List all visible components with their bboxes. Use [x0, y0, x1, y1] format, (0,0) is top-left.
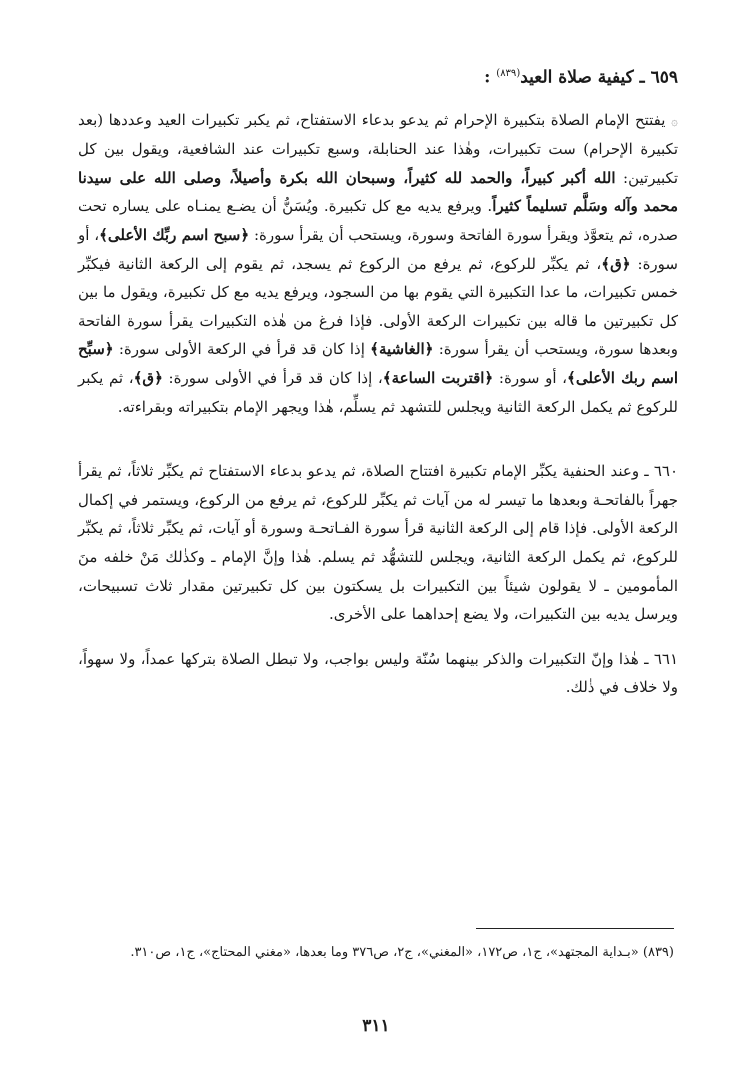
paragraph-660: ٦٦٠ ـ وعند الحنفية يكبِّر الإمام تكبيرة افتتاح الصلاة، ثم يدعو بدعاء الاستفتاح ثم يكبِّر ثلاثاً، ثم يقرأ جهراً بالفاتحـة وبعدها ما تيسر له من آيات ثم يكبِّر للركوع، ثم يرفع من الركوع، ويستمر في إكمال الركعة الأولى. فإذا قام إلى الركعة الثانية قرأ سورة الفـاتحـة وسورة أو آيات، ثم يكبِّر ثلاثاً، ثم يكبِّر للركوع، ثم يكمل الركعة الثانية، ويجلس للتشهُّد ثم يسلم. هٰذا وإنَّ الإمام ـ وكذٰلك مَنْ خلفه منَ المأمومين ـ لا يقولون شيئاً بين التكبيرات بل يسكتون بين كل تكبيرتين مقدار ثلاث تسبيحات، ويرسل يديه بين التكبيرات، ولا يضع إحداهما على الأخرى.: [78, 462, 678, 624]
footnote-839: (٨٣٩) «بـداية المجتهد»، ج١، ص١٧٢، «المغني»، ج٢، ص٣٧٦ وما بعدها، «مغني المحتاج»، ج١، ص٣١٠.: [130, 945, 674, 960]
text-segment: ، إذا كان قد قرأ في الأولى سورة:: [162, 369, 383, 387]
text-segment: يفتتح الإمام الصلاة بتكبيرة الإحرام ثم يدعو بدعاء الاستفتاح، ثم يكبر تكبيرات العيد وعددها (بعد تكبيرة الإحرام) ست تكبيرات، وهٰذا عند الحنابلة، وسبع تكبيرات عند الشافعية، ويقول بين كل تكبيرتين:: [78, 110, 678, 187]
surah-name: ﴿سبِّح اسم ربك الأعلى﴾: [78, 340, 679, 387]
footnote-divider: [476, 928, 674, 929]
surah-name: ﴿سبح اسم ربِّك الأعلى﴾: [99, 226, 250, 245]
heading-footnote-ref[interactable]: (٨٣٩): [496, 68, 521, 79]
paragraph-659: [78, 106, 678, 422]
section-heading: [78, 60, 678, 92]
text-segment: ، أو سورة:: [78, 226, 678, 273]
text-segment: ، ثم يكبِّر للركوع، ثم يرفع من الركوع ثم يسجد، ثم يقوم إلى الركعة الثانية فيكبِّر خمس تكبيرات، ما عدا التكبيرة التي يقوم بها من السجود، ويرفع يديه مع كل تكبيرة، ويقول ما بين كل تكبيرتين ما قاله بين تكبيرات الركعة الأولى. فإذا فرغ من هٰذه التكبيرات يقرأ سورة الفاتحة وبعدها سورة، ويستحب أن يقرأ سورة:: [78, 254, 678, 359]
surah-name: ﴿ق﴾: [601, 254, 631, 273]
surah-name: ﴿الغاشية﴾: [370, 340, 434, 359]
heading-colon: :: [484, 67, 491, 88]
page-body: [78, 60, 678, 702]
text-segment: ، أو سورة:: [493, 369, 568, 387]
surah-name: ﴿ق﴾: [133, 369, 163, 387]
page-number: ٣١١: [362, 1016, 390, 1036]
text-segment: . ويرفع يديه مع كل تكبيرة. ويُسَنُّ أن يضـع يمنـاه على يساره تحت صدره، ثم يتعوَّذ ويقرأ سورة الفاتحة وسورة، ويستحب أن يقرأ سورة:: [78, 197, 678, 245]
dhikr-text: الله أكبر كبيراً، والحمد لله كثيراً، وسبحان الله بكرة وأصيلاً، وصلى الله على سيدنا محمد وآله وسَلَّم تسليماً كثيراً: [78, 168, 678, 216]
text-segment: ، ثم يكبر للركوع ثم يكمل الركعة الثانية ويجلس للتشهد ثم يسلِّم، هٰذا ويجهر الإمام بتكبيراته وبقراءته.: [78, 369, 678, 416]
text-segment: إذا كان قد قرأ في الركعة الأولى سورة:: [113, 340, 371, 359]
heading-text: ٦٥٩ ـ كيفية صلاة العيد: [520, 67, 678, 88]
surah-name: ﴿اقتربت الساعة﴾: [382, 369, 494, 387]
margin-mark: ۞: [670, 113, 678, 128]
paragraph-661: ٦٦١ ـ هٰذا وإنّ التكبيرات والذكر بينهما سُنّة وليس بواجب، ولا تبطل الصلاة بتركها عمداً، ولا سهواً، ولا خلاف في ذٰلك.: [78, 649, 678, 697]
